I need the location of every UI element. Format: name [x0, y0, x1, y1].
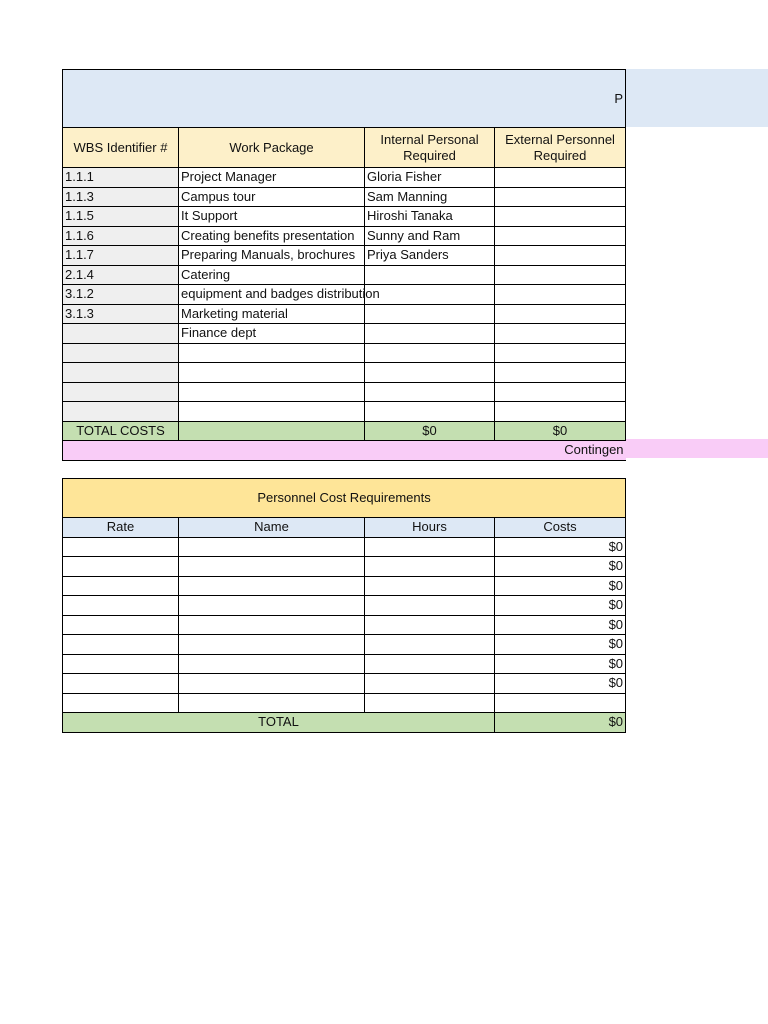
internal-personal-cell-text: Priya Sanders: [367, 247, 449, 263]
personnel-row: [63, 537, 626, 557]
cost-cell: $0: [495, 654, 626, 674]
wbs-row: [63, 324, 626, 344]
wbs-id-cell: [63, 246, 179, 266]
rate-cell: [63, 537, 179, 557]
wbs-row: [63, 343, 626, 363]
total-internal-value: $0: [365, 421, 495, 441]
rate-cell: [63, 576, 179, 596]
name-cell: [179, 596, 365, 616]
wbs-id-cell: [63, 382, 179, 402]
internal-personal-cell-text: Gloria Fisher: [367, 169, 442, 185]
header-work-package: Work Package: [179, 128, 365, 168]
external-personnel-cell: [495, 402, 626, 422]
work-package-cell: [179, 382, 365, 402]
work-package-cell: [179, 363, 365, 383]
internal-personal-cell: [365, 285, 495, 305]
wbs-id-cell: [63, 285, 179, 305]
personnel-cost-table: [62, 478, 626, 733]
external-personnel-cell: [495, 382, 626, 402]
rate-cell: [63, 557, 179, 577]
personnel-row: [63, 693, 626, 713]
wbs-row: [63, 363, 626, 383]
wbs-id-cell: [63, 226, 179, 246]
internal-personal-cell: [365, 304, 495, 324]
title-band-overflow: [625, 69, 768, 127]
personnel-row: [63, 596, 626, 616]
internal-personal-cell: [365, 382, 495, 402]
header-internal-personal: Internal Personal Required: [365, 128, 495, 168]
cost-cell: $0: [495, 596, 626, 616]
internal-personal-cell-text: Sunny and Ram: [367, 227, 461, 243]
cost-cell: $0: [495, 635, 626, 655]
wbs-row: [63, 402, 626, 422]
wbs-id-cell-text: 1.1.1: [65, 169, 94, 185]
wbs-id-cell: [63, 363, 179, 383]
work-package-cell-text: Catering: [181, 266, 231, 282]
personnel-row: [63, 557, 626, 577]
rate-cell: [63, 674, 179, 694]
wbs-rows: [63, 168, 626, 422]
wbs-id-cell-text: 1.1.5: [65, 208, 94, 224]
rate-cell: [63, 615, 179, 635]
wbs-row: [63, 226, 626, 246]
personnel-row: [63, 576, 626, 596]
hours-cell: [365, 674, 495, 694]
internal-personal-cell-text: Hiroshi Tanaka: [367, 208, 453, 224]
external-personnel-cell: [495, 187, 626, 207]
work-package-cell-text: Finance dept: [181, 325, 257, 341]
internal-personal-cell: [365, 207, 495, 227]
wbs-row: [63, 265, 626, 285]
total-costs-label: TOTAL COSTS: [63, 421, 179, 441]
cost-cell: $0: [495, 537, 626, 557]
external-personnel-cell: [495, 343, 626, 363]
wbs-id-cell-text: 2.1.4: [65, 266, 94, 282]
personnel-total-row: [63, 713, 626, 733]
header-rate: Rate: [63, 518, 179, 538]
header-costs: Costs: [495, 518, 626, 538]
work-package-cell: [179, 187, 365, 207]
cost-cell: [495, 693, 626, 713]
total-costs-row: [63, 421, 626, 441]
work-package-cell: [179, 207, 365, 227]
contingency-cell: [63, 441, 626, 461]
wbs-id-cell: [63, 265, 179, 285]
wbs-id-cell-text: 3.1.3: [65, 305, 94, 321]
work-package-cell-text: equipment and badges distribution: [181, 286, 380, 302]
wbs-row: [63, 382, 626, 402]
internal-personal-cell: [365, 187, 495, 207]
cost-cell: $0: [495, 615, 626, 635]
personnel-requirements-table: [62, 69, 626, 461]
wbs-id-cell: [63, 187, 179, 207]
name-cell: [179, 635, 365, 655]
external-personnel-cell: [495, 226, 626, 246]
rate-cell: [63, 635, 179, 655]
cost-cell: $0: [495, 674, 626, 694]
external-personnel-cell: [495, 207, 626, 227]
work-package-cell: [179, 246, 365, 266]
wbs-id-cell: [63, 402, 179, 422]
external-personnel-cell: [495, 285, 626, 305]
hours-cell: [365, 654, 495, 674]
wbs-id-cell-text: 1.1.6: [65, 227, 94, 243]
hours-cell: [365, 537, 495, 557]
work-package-cell: [179, 343, 365, 363]
total-external-value: $0: [495, 421, 626, 441]
header-hours: Hours: [365, 518, 495, 538]
hours-cell: [365, 557, 495, 577]
name-cell: [179, 537, 365, 557]
work-package-cell-text: Project Manager: [181, 169, 277, 185]
wbs-id-cell: [63, 343, 179, 363]
work-package-cell: [179, 304, 365, 324]
personnel-total-value: $0: [495, 713, 626, 733]
wbs-id-cell: [63, 207, 179, 227]
rate-cell: [63, 596, 179, 616]
external-personnel-cell: [495, 304, 626, 324]
work-package-cell-text: Marketing material: [181, 305, 288, 321]
wbs-row: [63, 168, 626, 188]
work-package-cell-text: Preparing Manuals, brochures: [181, 247, 356, 263]
internal-personal-cell: [365, 226, 495, 246]
header-wbs: WBS Identifier #: [63, 128, 179, 168]
work-package-cell: [179, 226, 365, 246]
internal-personal-cell: [365, 363, 495, 383]
name-cell: [179, 674, 365, 694]
work-package-cell: [179, 265, 365, 285]
work-package-cell: [179, 285, 380, 305]
header-external-personnel: External Personnel Required: [495, 128, 626, 168]
hours-cell: [365, 635, 495, 655]
cost-cell: $0: [495, 576, 626, 596]
wbs-row: [63, 187, 626, 207]
wbs-row: [63, 285, 626, 305]
wbs-id-cell-text: 1.1.7: [65, 247, 94, 263]
wbs-id-cell: [63, 304, 179, 324]
contingency-row: [63, 441, 626, 461]
work-package-cell: [179, 402, 365, 422]
personnel-total-label: TOTAL: [63, 713, 495, 733]
hours-cell: [365, 576, 495, 596]
internal-personal-cell: [365, 265, 495, 285]
contingency-label: Contingen: [564, 442, 624, 458]
external-personnel-cell: [495, 265, 626, 285]
hours-cell: [365, 615, 495, 635]
rate-cell: [63, 654, 179, 674]
work-package-cell-text: Creating benefits presentation: [181, 227, 355, 243]
wbs-row: [63, 207, 626, 227]
wbs-id-cell-text: 3.1.2: [65, 286, 94, 302]
personnel-rows: [63, 537, 626, 713]
wbs-id-cell: [63, 168, 179, 188]
wbs-id-cell-text: 1.1.3: [65, 188, 94, 204]
name-cell: [179, 576, 365, 596]
personnel-row: [63, 674, 626, 694]
name-cell: [179, 557, 365, 577]
work-package-cell: [179, 168, 365, 188]
title-fragment: P: [614, 90, 624, 106]
name-cell: [179, 654, 365, 674]
personnel-row: [63, 635, 626, 655]
wbs-row: [63, 304, 626, 324]
wbs-id-cell: [63, 324, 179, 344]
cost-cell: $0: [495, 557, 626, 577]
wbs-row: [63, 246, 626, 266]
work-package-cell: [179, 324, 365, 344]
header-name: Name: [179, 518, 365, 538]
hours-cell: [365, 693, 495, 713]
external-personnel-cell: [495, 324, 626, 344]
external-personnel-cell: [495, 246, 626, 266]
internal-personal-cell: [365, 324, 495, 344]
personnel-cost-title: Personnel Cost Requirements: [63, 479, 626, 518]
rate-cell: [63, 693, 179, 713]
contingency-band-overflow: [625, 439, 768, 458]
hours-cell: [365, 596, 495, 616]
title-band: [63, 70, 626, 128]
internal-personal-cell: [365, 402, 495, 422]
work-package-cell-text: Campus tour: [181, 188, 256, 204]
internal-personal-cell: [365, 343, 495, 363]
total-costs-empty: [179, 421, 365, 441]
external-personnel-cell: [495, 363, 626, 383]
name-cell: [179, 615, 365, 635]
internal-personal-cell: [365, 168, 495, 188]
internal-personal-cell: [365, 246, 495, 266]
name-cell: [179, 693, 365, 713]
personnel-row: [63, 615, 626, 635]
internal-personal-cell-text: Sam Manning: [367, 188, 448, 204]
personnel-row: [63, 654, 626, 674]
work-package-cell-text: It Support: [181, 208, 238, 224]
external-personnel-cell: [495, 168, 626, 188]
